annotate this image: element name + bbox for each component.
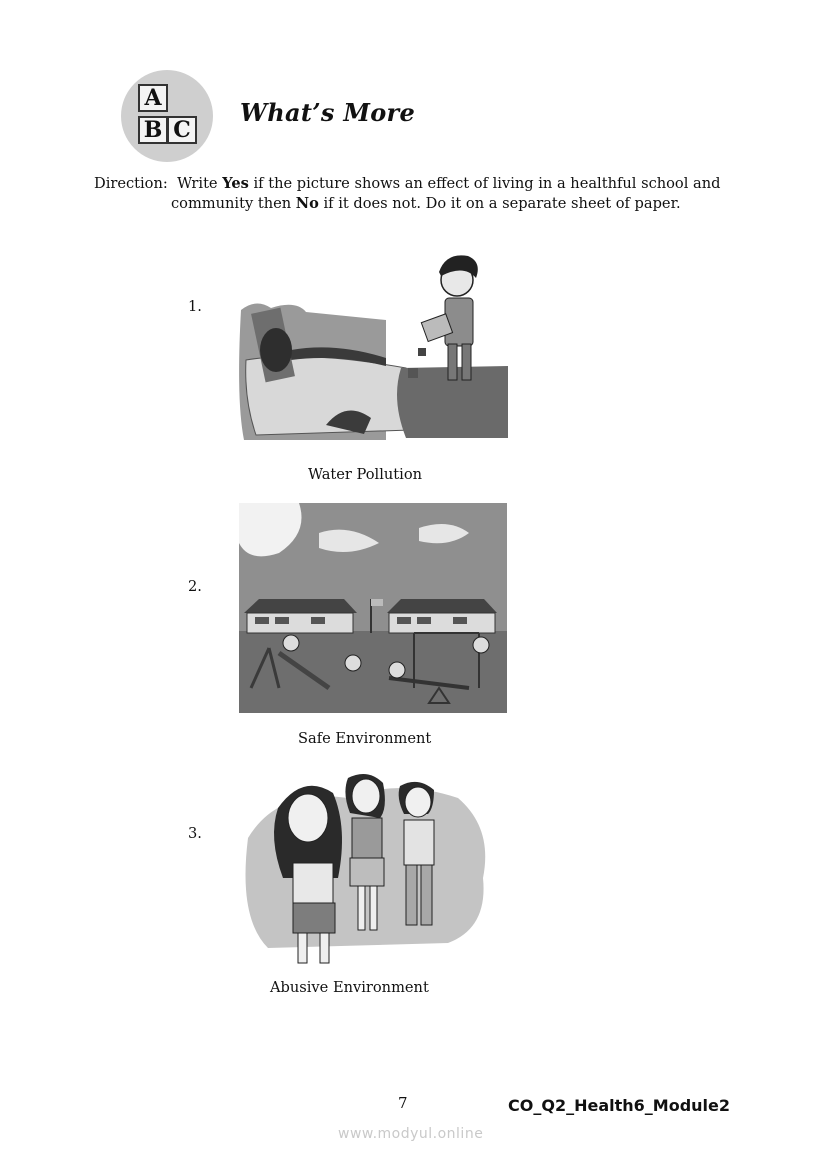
page-number: 7: [398, 1094, 408, 1112]
direction-line1-pre: Write: [177, 175, 223, 192]
item-number-2: 2.: [188, 578, 202, 595]
no-word: No: [295, 195, 319, 212]
direction-line2-pre: community then: [171, 195, 296, 212]
block-letter-b: B: [138, 116, 168, 144]
block-letter-c: C: [167, 116, 197, 144]
direction-label: Direction:: [94, 175, 168, 192]
block-letter-a: A: [138, 84, 168, 112]
item-number-1: 1.: [188, 298, 202, 315]
abc-blocks-icon: [121, 70, 213, 162]
direction-line2: [94, 194, 720, 214]
boy-dumping-trash-into-water-illustration: [236, 250, 508, 442]
section-title: What’s More: [240, 98, 416, 127]
direction-line1-post: if the picture shows an effect of living in a healthful school and: [248, 175, 721, 192]
module-code: CO_Q2_Health6_Module2: [508, 1096, 730, 1115]
item-number-3: 3.: [188, 825, 202, 842]
watermark: www.modyul.online: [338, 1126, 484, 1142]
yes-word: Yes: [222, 175, 249, 192]
direction-line2-post: if it does not. Do it on a separate sheet of paper.: [318, 195, 681, 212]
item-caption-1: Water Pollution: [308, 466, 423, 483]
girls-bullying-illustration: [238, 768, 488, 966]
direction-text: [94, 174, 720, 214]
item-caption-2: Safe Environment: [298, 730, 432, 747]
item-caption-3: Abusive Environment: [270, 979, 429, 996]
children-playing-in-schoolyard-illustration: [239, 503, 507, 713]
